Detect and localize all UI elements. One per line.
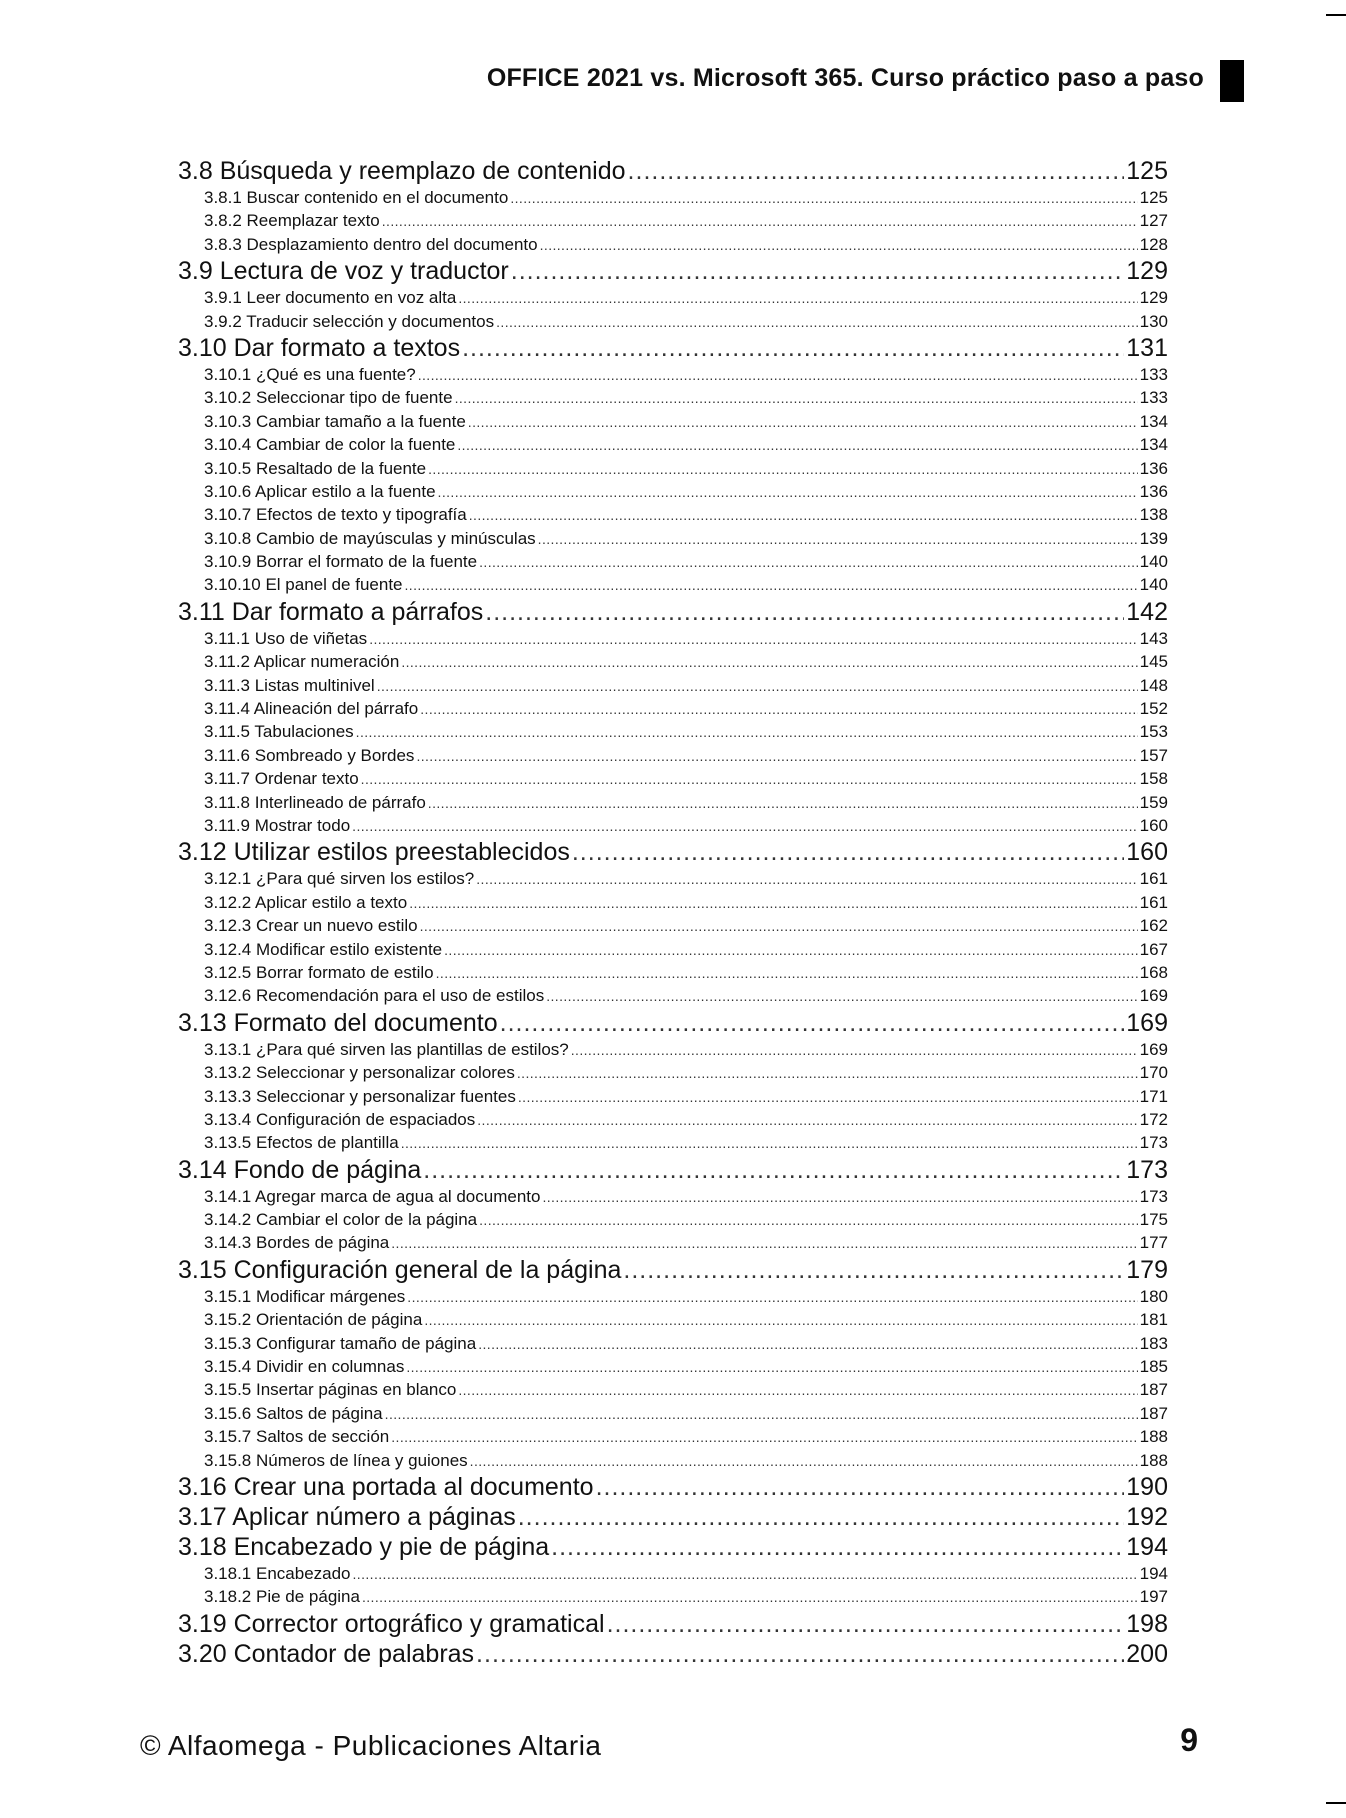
toc-dot-leader — [457, 434, 1137, 457]
toc-dot-leader — [356, 721, 1138, 744]
toc-section-entry — [178, 1532, 1168, 1562]
toc-entry-page: 134 — [1139, 435, 1168, 455]
toc-entry-page: 139 — [1139, 528, 1168, 548]
toc-entry-page: 190 — [1126, 1472, 1168, 1501]
toc-entry-page: 177 — [1139, 1233, 1168, 1253]
toc-entry-page: 181 — [1139, 1310, 1168, 1330]
toc-entry-page: 192 — [1126, 1502, 1168, 1531]
toc-subsection-entry — [178, 550, 1168, 573]
toc-entry-title: 3.14.3 Bordes de página — [204, 1233, 390, 1253]
toc-subsection-entry — [178, 1425, 1168, 1448]
header-bar-mark — [1220, 60, 1244, 102]
toc-entry-title: 3.12.5 Borrar formato de estilo — [204, 962, 434, 982]
toc-entry-page: 173 — [1126, 1155, 1168, 1184]
toc-entry-title: 3.10.10 El panel de fuente — [204, 575, 403, 595]
toc-dot-leader — [470, 1450, 1138, 1473]
toc-entry-page: 129 — [1126, 257, 1168, 286]
toc-entry-page: 167 — [1139, 939, 1168, 959]
toc-dot-leader — [572, 837, 1124, 867]
toc-subsection-entry — [178, 457, 1168, 480]
toc-entry-page: 136 — [1139, 458, 1168, 478]
toc-section-entry — [178, 333, 1168, 363]
toc-entry-title: 3.13.2 Seleccionar y personalizar colores — [204, 1063, 515, 1083]
toc-subsection-entry — [178, 363, 1168, 386]
toc-entry-page: 131 — [1126, 333, 1168, 362]
toc-dot-leader — [406, 1356, 1137, 1379]
toc-section-entry — [178, 156, 1168, 186]
toc-entry-title: 3.8.1 Buscar contenido en el documento — [204, 188, 509, 207]
toc-dot-leader — [382, 210, 1138, 233]
toc-subsection-entry — [178, 310, 1168, 333]
toc-entry-page: 133 — [1139, 364, 1168, 384]
toc-entry-page: 197 — [1139, 1587, 1168, 1607]
toc-entry-page: 188 — [1139, 1427, 1168, 1447]
toc-entry-page: 180 — [1139, 1286, 1168, 1306]
toc-entry-page: 148 — [1139, 675, 1168, 695]
toc-dot-leader — [436, 962, 1138, 985]
page-number: 9 — [1180, 1722, 1198, 1758]
toc-dot-leader — [511, 256, 1125, 286]
toc-entry-page: 142 — [1126, 597, 1168, 626]
toc-subsection-entry — [178, 209, 1168, 232]
toc-section-entry — [178, 1639, 1168, 1669]
toc-section-entry — [178, 1008, 1168, 1038]
toc-subsection-entry — [178, 938, 1168, 961]
toc-entry-title: 3.13.4 Configuración de espaciados — [204, 1109, 476, 1129]
toc-entry-title: 3.10.7 Efectos de texto y tipografía — [204, 505, 467, 525]
toc-entry-title: 3.15.7 Saltos de sección — [204, 1427, 390, 1447]
toc-subsection-entry — [178, 286, 1168, 309]
toc-subsection-entry — [178, 410, 1168, 433]
toc-dot-leader — [477, 1109, 1137, 1132]
toc-dot-leader — [628, 156, 1125, 186]
toc-entry-title: 3.11.2 Aplicar numeración — [204, 652, 400, 672]
toc-dot-leader — [361, 768, 1138, 791]
toc-dot-leader — [478, 1333, 1137, 1356]
toc-entry-page: 194 — [1126, 1532, 1168, 1561]
toc-entry-page: 173 — [1139, 1186, 1168, 1206]
toc-entry-title: 3.14.2 Cambiar el color de la página — [204, 1210, 478, 1230]
toc-subsection-entry — [178, 1038, 1168, 1061]
toc-subsection-entry — [178, 767, 1168, 790]
toc-dot-leader — [420, 698, 1137, 721]
toc-subsection-entry — [178, 1285, 1168, 1308]
toc-dot-leader — [479, 1209, 1138, 1232]
toc-entry-title: 3.15 Configuración general de la página — [178, 1255, 622, 1284]
toc-entry-title: 3.15.6 Saltos de página — [204, 1403, 383, 1423]
toc-dot-leader — [377, 675, 1138, 698]
toc-entry-title: 3.12.4 Modificar estilo existente — [204, 939, 443, 959]
toc-entry-title: 3.11.5 Tabulaciones — [204, 722, 354, 742]
toc-entry-title: 3.9 Lectura de voz y traductor — [178, 257, 509, 286]
toc-dot-leader — [546, 985, 1137, 1008]
toc-entry-page: 185 — [1139, 1357, 1168, 1377]
toc-entry-page: 125 — [1139, 188, 1168, 207]
toc-section-entry — [178, 256, 1168, 286]
toc-entry-title: 3.12.2 Aplicar estilo a texto — [204, 892, 408, 912]
toc-entry-title: 3.9.2 Traducir selección y documentos — [204, 311, 495, 331]
toc-subsection-entry — [178, 697, 1168, 720]
toc-dot-leader — [428, 458, 1138, 481]
toc-subsection-entry — [178, 1355, 1168, 1378]
toc-dot-leader — [458, 1379, 1137, 1402]
toc-subsection-entry — [178, 386, 1168, 409]
toc-entry-page: 134 — [1139, 411, 1168, 431]
toc-entry-page: 198 — [1126, 1609, 1168, 1638]
toc-subsection-entry — [178, 1585, 1168, 1608]
toc-dot-leader — [362, 1586, 1138, 1609]
toc-entry-page: 175 — [1139, 1210, 1168, 1230]
toc-entry-title: 3.10 Dar formato a textos — [178, 333, 461, 362]
toc-dot-leader — [423, 1155, 1124, 1185]
toc-dot-leader — [607, 1609, 1125, 1639]
table-of-contents — [178, 156, 1168, 1669]
toc-entry-page: 143 — [1139, 628, 1168, 648]
toc-subsection-entry — [178, 1061, 1168, 1084]
toc-entry-page: 152 — [1139, 699, 1168, 719]
toc-entry-page: 128 — [1139, 234, 1168, 254]
toc-subsection-entry — [178, 674, 1168, 697]
toc-entry-title: 3.8.3 Desplazamiento dentro del documento — [204, 234, 538, 254]
toc-subsection-entry — [178, 1185, 1168, 1208]
toc-entry-title: 3.12.3 Crear un nuevo estilo — [204, 916, 418, 936]
toc-section-entry — [178, 1155, 1168, 1185]
toc-entry-title: 3.15.8 Números de línea y guiones — [204, 1450, 468, 1470]
toc-entry-title: 3.11.4 Alineación del párrafo — [204, 699, 419, 719]
toc-subsection-entry — [178, 1108, 1168, 1131]
toc-entry-page: 160 — [1126, 838, 1168, 867]
toc-dot-leader — [540, 234, 1138, 257]
toc-dot-leader — [517, 1062, 1138, 1085]
toc-entry-title: 3.13 Formato del documento — [178, 1008, 498, 1037]
toc-entry-page: 127 — [1139, 211, 1168, 231]
toc-entry-title: 3.11.6 Sombreado y Bordes — [204, 745, 415, 765]
toc-entry-page: 140 — [1139, 552, 1168, 572]
toc-dot-leader — [385, 1403, 1138, 1426]
toc-entry-page: 157 — [1139, 745, 1168, 765]
toc-entry-title: 3.12 Utilizar estilos preestablecidos — [178, 838, 570, 867]
toc-subsection-entry — [178, 984, 1168, 1007]
toc-dot-leader — [401, 1132, 1138, 1155]
toc-dot-leader — [428, 792, 1138, 815]
toc-entry-title: 3.11.7 Ordenar texto — [204, 769, 359, 789]
toc-dot-leader — [510, 187, 1137, 210]
toc-subsection-entry — [178, 791, 1168, 814]
toc-dot-leader — [479, 551, 1138, 574]
toc-dot-leader — [369, 628, 1137, 651]
toc-dot-leader — [542, 1186, 1137, 1209]
toc-dot-leader — [496, 311, 1138, 334]
toc-entry-title: 3.9.1 Leer documento en voz alta — [204, 288, 457, 308]
toc-subsection-entry — [178, 503, 1168, 526]
toc-dot-leader — [458, 287, 1137, 310]
toc-entry-page: 133 — [1139, 388, 1168, 408]
toc-entry-page: 136 — [1139, 481, 1168, 501]
toc-entry-title: 3.20 Contador de palabras — [178, 1639, 475, 1668]
toc-entry-title: 3.10.6 Aplicar estilo a la fuente — [204, 481, 436, 501]
toc-entry-title: 3.10.9 Borrar el formato de la fuente — [204, 552, 478, 572]
toc-subsection-entry — [178, 527, 1168, 550]
toc-dot-leader — [518, 1502, 1125, 1532]
toc-entry-page: 129 — [1139, 288, 1168, 308]
toc-entry-title: 3.19 Corrector ortográfico y gramatical — [178, 1609, 605, 1638]
toc-subsection-entry — [178, 1085, 1168, 1108]
toc-dot-leader — [424, 1309, 1137, 1332]
toc-entry-title: 3.10.5 Resaltado de la fuente — [204, 458, 427, 478]
toc-dot-leader — [476, 1639, 1124, 1669]
toc-subsection-entry — [178, 914, 1168, 937]
toc-section-entry — [178, 1502, 1168, 1532]
toc-dot-leader — [353, 1563, 1138, 1586]
toc-entry-page: 188 — [1139, 1450, 1168, 1470]
toc-dot-leader — [476, 868, 1137, 891]
toc-subsection-entry — [178, 1308, 1168, 1331]
toc-entry-title: 3.18.1 Encabezado — [204, 1563, 351, 1583]
toc-dot-leader — [500, 1008, 1125, 1038]
toc-subsection-entry — [178, 233, 1168, 256]
toc-entry-page: 168 — [1139, 962, 1168, 982]
toc-entry-page: 169 — [1126, 1008, 1168, 1037]
toc-entry-page: 171 — [1139, 1086, 1168, 1106]
toc-entry-title: 3.16 Crear una portada al documento — [178, 1472, 594, 1501]
toc-entry-page: 153 — [1139, 722, 1168, 742]
toc-subsection-entry — [178, 744, 1168, 767]
running-header: OFFICE 2021 vs. Microsoft 365. Curso práctico paso a paso — [486, 64, 1204, 92]
toc-entry-page: 162 — [1139, 916, 1168, 936]
toc-entry-page: 169 — [1139, 1039, 1168, 1059]
toc-dot-leader — [571, 1039, 1138, 1062]
toc-subsection-entry — [178, 867, 1168, 890]
toc-entry-title: 3.17 Aplicar número a páginas — [178, 1502, 516, 1531]
toc-entry-page: 140 — [1139, 575, 1168, 595]
toc-dot-leader — [407, 1286, 1137, 1309]
toc-subsection-entry — [178, 573, 1168, 596]
toc-dot-leader — [405, 574, 1138, 597]
toc-entry-page: 179 — [1126, 1255, 1168, 1284]
toc-section-entry — [178, 1609, 1168, 1639]
toc-entry-title: 3.10.8 Cambio de mayúsculas y minúsculas — [204, 528, 536, 548]
toc-dot-leader — [418, 364, 1138, 387]
toc-dot-leader — [352, 815, 1137, 838]
toc-section-entry — [178, 837, 1168, 867]
toc-entry-page: 161 — [1139, 892, 1168, 912]
toc-entry-title: 3.15.2 Orientación de página — [204, 1310, 423, 1330]
toc-dot-leader — [409, 892, 1137, 915]
toc-dot-leader — [444, 939, 1138, 962]
toc-section-entry — [178, 1255, 1168, 1285]
toc-subsection-entry — [178, 1131, 1168, 1154]
toc-dot-leader — [518, 1086, 1138, 1109]
toc-entry-title: 3.13.1 ¿Para qué sirven las plantillas de estilos? — [204, 1039, 569, 1059]
toc-entry-page: 183 — [1139, 1333, 1168, 1353]
toc-entry-title: 3.18.2 Pie de página — [204, 1587, 360, 1607]
toc-entry-title: 3.15.4 Dividir en columnas — [204, 1357, 405, 1377]
toc-entry-title: 3.18 Encabezado y pie de página — [178, 1532, 550, 1561]
toc-entry-page: 173 — [1139, 1133, 1168, 1153]
toc-entry-title: 3.15.3 Configurar tamaño de página — [204, 1333, 477, 1353]
toc-entry-title: 3.11.3 Listas multinivel — [204, 675, 375, 695]
toc-entry-title: 3.10.3 Cambiar tamaño a la fuente — [204, 411, 466, 431]
toc-dot-leader — [468, 411, 1138, 434]
toc-entry-title: 3.8 Búsqueda y reemplazo de contenido — [178, 157, 626, 185]
toc-subsection-entry — [178, 480, 1168, 503]
toc-entry-title: 3.14.1 Agregar marca de agua al documento — [204, 1186, 541, 1206]
toc-section-entry — [178, 597, 1168, 627]
toc-entry-title: 3.12.6 Recomendación para el uso de estilos — [204, 986, 545, 1006]
toc-entry-title: 3.14 Fondo de página — [178, 1155, 422, 1184]
toc-dot-leader — [623, 1255, 1124, 1285]
toc-entry-title: 3.13.5 Efectos de plantilla — [204, 1133, 399, 1153]
toc-subsection-entry — [178, 891, 1168, 914]
crop-mark-top-right — [1326, 14, 1346, 16]
toc-subsection-entry — [178, 1402, 1168, 1425]
toc-dot-leader — [455, 387, 1138, 410]
toc-entry-title: 3.15.1 Modificar márgenes — [204, 1286, 406, 1306]
crop-mark-bottom-right — [1326, 1802, 1346, 1804]
toc-dot-leader — [551, 1532, 1124, 1562]
toc-entry-page: 187 — [1139, 1380, 1168, 1400]
toc-entry-page: 159 — [1139, 792, 1168, 812]
toc-entry-page: 187 — [1139, 1403, 1168, 1423]
toc-entry-page: 158 — [1139, 769, 1168, 789]
toc-entry-title: 3.11.8 Interlineado de párrafo — [204, 792, 426, 812]
toc-entry-page: 138 — [1139, 505, 1168, 525]
toc-entry-page: 145 — [1139, 652, 1168, 672]
toc-subsection-entry — [178, 1231, 1168, 1254]
toc-entry-page: 172 — [1139, 1109, 1168, 1129]
toc-dot-leader — [420, 915, 1138, 938]
toc-subsection-entry — [178, 720, 1168, 743]
toc-subsection-entry — [178, 1562, 1168, 1585]
toc-subsection-entry — [178, 814, 1168, 837]
toc-dot-leader — [596, 1472, 1125, 1502]
toc-subsection-entry — [178, 186, 1168, 209]
toc-dot-leader — [469, 504, 1138, 527]
toc-entry-page: 161 — [1139, 869, 1168, 889]
toc-entry-title: 3.10.4 Cambiar de color la fuente — [204, 435, 456, 455]
toc-entry-title: 3.13.3 Seleccionar y personalizar fuentes — [204, 1086, 516, 1106]
toc-entry-title: 3.12.1 ¿Para qué sirven los estilos? — [204, 869, 475, 889]
toc-entry-title: 3.15.5 Insertar páginas en blanco — [204, 1380, 457, 1400]
toc-entry-title: 3.11.1 Uso de viñetas — [204, 628, 368, 648]
toc-subsection-entry — [178, 627, 1168, 650]
publisher-footer: © Alfaomega - Publicaciones Altaria — [140, 1730, 602, 1761]
toc-entry-page: 130 — [1139, 311, 1168, 331]
toc-entry-title: 3.10.1 ¿Qué es una fuente? — [204, 364, 416, 384]
toc-entry-page: 170 — [1139, 1063, 1168, 1083]
toc-entry-page: 160 — [1139, 815, 1168, 835]
toc-subsection-entry — [178, 1449, 1168, 1472]
toc-subsection-entry — [178, 1208, 1168, 1231]
toc-entry-title: 3.8.2 Reemplazar texto — [204, 211, 380, 231]
toc-entry-title: 3.10.2 Seleccionar tipo de fuente — [204, 388, 453, 408]
toc-dot-leader — [391, 1426, 1137, 1449]
toc-entry-title: 3.11 Dar formato a párrafos — [178, 597, 484, 626]
toc-entry-page: 200 — [1126, 1639, 1168, 1668]
toc-subsection-entry — [178, 961, 1168, 984]
toc-subsection-entry — [178, 1332, 1168, 1355]
toc-dot-leader — [485, 597, 1124, 627]
toc-subsection-entry — [178, 1378, 1168, 1401]
toc-dot-leader — [538, 528, 1138, 551]
toc-entry-title: 3.11.9 Mostrar todo — [204, 815, 351, 835]
toc-subsection-entry — [178, 650, 1168, 673]
toc-entry-page: 125 — [1126, 157, 1168, 185]
toc-entry-page: 169 — [1139, 986, 1168, 1006]
toc-entry-page: 194 — [1139, 1563, 1168, 1583]
toc-dot-leader — [401, 651, 1137, 674]
toc-dot-leader — [416, 745, 1137, 768]
toc-dot-leader — [391, 1232, 1137, 1255]
toc-dot-leader — [462, 333, 1124, 363]
toc-dot-leader — [438, 481, 1138, 504]
toc-section-entry — [178, 1472, 1168, 1502]
toc-subsection-entry — [178, 433, 1168, 456]
